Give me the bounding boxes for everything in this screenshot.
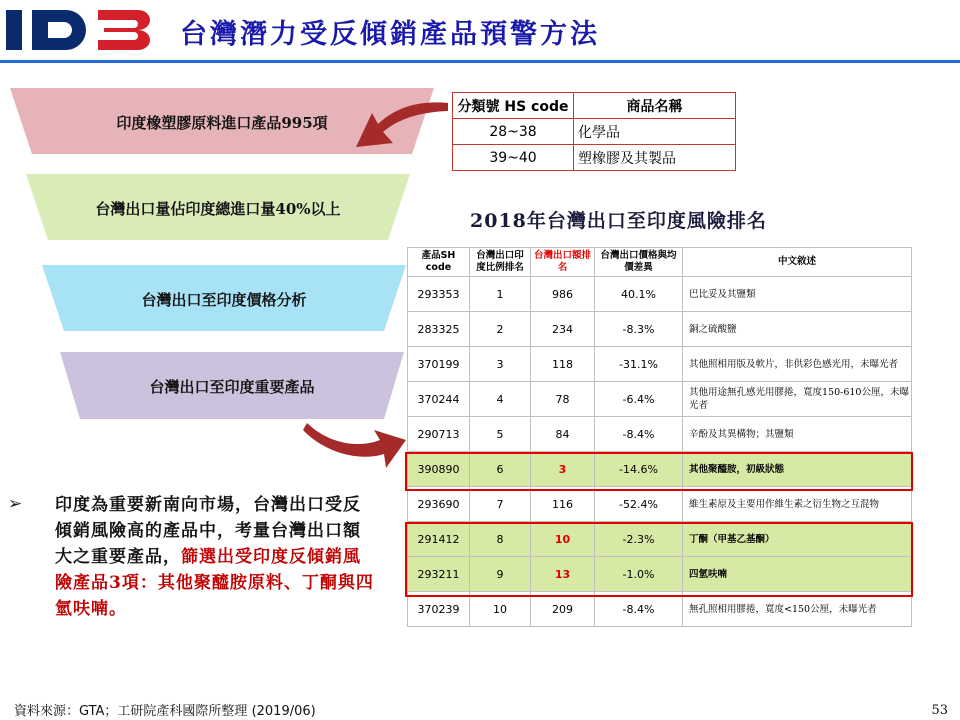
table-header-row [453, 93, 736, 119]
price-diff-cell: -8.3% [595, 312, 683, 347]
risk-ranking-title: 2018年台灣出口至印度風險排名 [470, 210, 767, 232]
table-header-row [408, 248, 912, 277]
column-header: 台灣出口印度比例排名 [470, 248, 531, 277]
price-diff-cell: -52.4% [595, 487, 683, 522]
curved-arrow-icon [303, 423, 406, 468]
share-rank-cell: 1 [470, 277, 531, 312]
export-rank-cell: 209 [531, 592, 595, 627]
share-rank-cell: 3 [470, 347, 531, 382]
export-rank-cell: 3 [531, 452, 595, 487]
column-header: 中文敘述 [683, 248, 912, 277]
export-rank-cell: 116 [531, 487, 595, 522]
description-cell: 其他照相用版及軟片，非供彩色感光用，未曝光者 [683, 347, 912, 382]
share-rank-cell: 2 [470, 312, 531, 347]
export-rank-cell: 78 [531, 382, 595, 417]
hs-code-cell: 28~38 [453, 119, 574, 145]
export-rank-cell: 13 [531, 557, 595, 592]
column-header: 分類號 HS code [453, 93, 574, 119]
table-row [453, 145, 736, 171]
price-diff-cell: -8.4% [595, 417, 683, 452]
hs-code-cell: 390890 [408, 452, 470, 487]
price-diff-cell: -31.1% [595, 347, 683, 382]
column-header: 產品SH code [408, 248, 470, 277]
export-rank-cell: 84 [531, 417, 595, 452]
data-source-note: 資料來源：GTA；工研院產科國際所整理 (2019/06) [14, 704, 316, 719]
funnel-label-3: 台灣出口至印度價格分析 [141, 291, 307, 309]
description-cell: 辛酚及其異構物；其鹽類 [683, 417, 912, 452]
column-header: 台灣出口價格與均價差異 [595, 248, 683, 277]
share-rank-cell: 9 [470, 557, 531, 592]
hs-code-cell: 291412 [408, 522, 470, 557]
summary-paragraph [55, 492, 375, 622]
description-cell: 丁酮（甲基乙基酮） [683, 522, 912, 557]
table-row [408, 417, 912, 452]
product-name-cell: 塑橡膠及其製品 [574, 145, 736, 171]
highlight-box [405, 522, 913, 597]
hs-code-table [452, 92, 736, 171]
table-row [453, 119, 736, 145]
share-rank-cell: 5 [470, 417, 531, 452]
hs-code-cell: 293690 [408, 487, 470, 522]
share-rank-cell: 6 [470, 452, 531, 487]
export-rank-cell: 10 [531, 522, 595, 557]
export-rank-cell: 118 [531, 347, 595, 382]
table-row [408, 347, 912, 382]
summary-text: 印度為重要新南向市場，台灣出口受反傾銷風險高的產品中，考量台灣出口額大之重要產品， [55, 495, 361, 567]
summary-highlight: 篩選出受印度反傾銷風險產品3項：其他聚醯胺原料、丁酮與四氫呋喃。 [55, 547, 374, 619]
description-cell: 無孔照相用膠捲，寬度<150公厘，未曝光者 [683, 592, 912, 627]
table-row [408, 312, 912, 347]
funnel-label-2: 台灣出口量佔印度總進口量40%以上 [95, 200, 341, 218]
hs-code-cell: 293353 [408, 277, 470, 312]
table-row [408, 382, 912, 417]
description-cell: 四氫呋喃 [683, 557, 912, 592]
export-rank-cell: 986 [531, 277, 595, 312]
description-cell: 其他聚醯胺，初級狀態 [683, 452, 912, 487]
hs-code-cell: 283325 [408, 312, 470, 347]
hs-code-cell: 290713 [408, 417, 470, 452]
share-rank-cell: 10 [470, 592, 531, 627]
price-diff-cell: -8.4% [595, 592, 683, 627]
column-header: 台灣出口額排名 [531, 248, 595, 277]
hs-code-cell: 370244 [408, 382, 470, 417]
price-diff-cell: 40.1% [595, 277, 683, 312]
hs-code-cell: 39~40 [453, 145, 574, 171]
table-row [408, 277, 912, 312]
description-cell: 維生素原及主要用作維生素之衍生物之互混物 [683, 487, 912, 522]
description-cell: 其他用途無孔感光用膠捲，寬度150-610公厘，未曝光者 [683, 382, 912, 417]
hs-code-cell: 293211 [408, 557, 470, 592]
price-diff-cell: -1.0% [595, 557, 683, 592]
product-name-cell: 化學品 [574, 119, 736, 145]
page-number: 53 [931, 703, 948, 718]
share-rank-cell: 4 [470, 382, 531, 417]
page-title: 台灣潛力受反傾銷產品預警方法 [180, 19, 600, 50]
bullet-arrow-icon: ➢ [8, 494, 23, 514]
share-rank-cell: 8 [470, 522, 531, 557]
share-rank-cell: 7 [470, 487, 531, 522]
description-cell: 巴比妥及其鹽類 [683, 277, 912, 312]
price-diff-cell: -14.6% [595, 452, 683, 487]
table-row [408, 487, 912, 522]
funnel-label-4: 台灣出口至印度重要產品 [149, 378, 315, 396]
column-header: 商品名稱 [574, 93, 736, 119]
funnel-label-1: 印度橡塑膠原料進口產品995項 [116, 114, 328, 132]
highlight-box [405, 452, 913, 491]
export-rank-cell: 234 [531, 312, 595, 347]
price-diff-cell: -6.4% [595, 382, 683, 417]
hs-code-cell: 370199 [408, 347, 470, 382]
hs-code-cell: 370239 [408, 592, 470, 627]
description-cell: 銅之硫酸鹽 [683, 312, 912, 347]
price-diff-cell: -2.3% [595, 522, 683, 557]
